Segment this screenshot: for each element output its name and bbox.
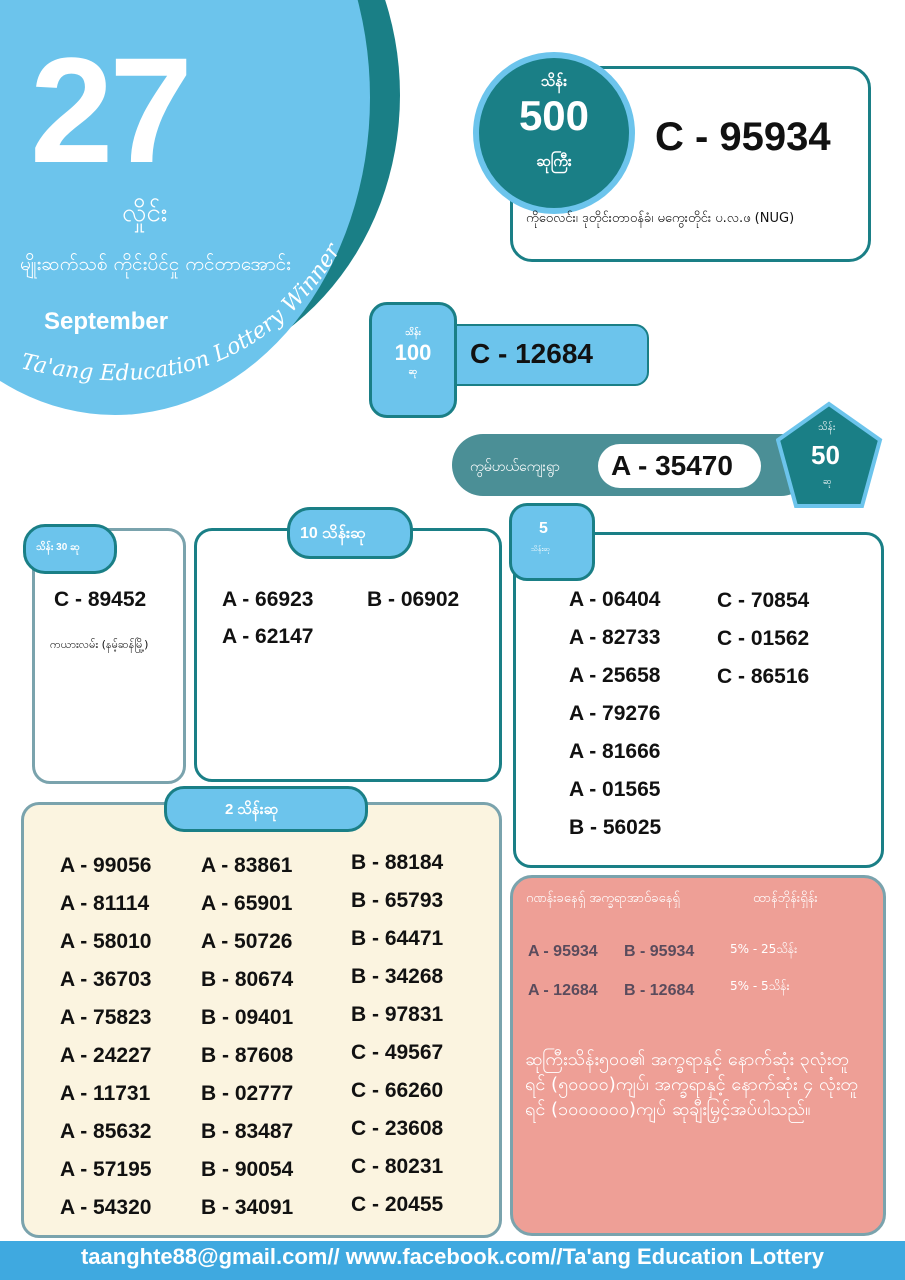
prize-2-number: B - 87608: [201, 1044, 294, 1067]
prize-30-label: သိန်း 30 ဆု: [36, 542, 80, 553]
prize-2-number: A - 54320: [60, 1196, 152, 1219]
prize-100-unit: သိန်း: [405, 327, 421, 337]
prize-2-number: A - 81114: [60, 892, 150, 915]
prize-2-number: B - 64471: [351, 927, 444, 950]
grand-prize-badge: [473, 52, 635, 214]
prize-2-number: C - 20455: [351, 1193, 444, 1216]
prize-30-location: ကယားလမ်း (နမ့်ဆန်မြို့): [50, 638, 149, 651]
grand-prize-number: C - 95934: [655, 115, 831, 159]
prize-2-number: A - 83861: [201, 854, 293, 877]
prize-50-location: ကွမ်ဟယ်ကျေးရွာ: [470, 459, 560, 475]
prize-50-amount: 50: [811, 440, 840, 470]
prize-50-label: ဆု: [823, 477, 832, 487]
consolation-percent: 5% - 5သိန်း: [730, 979, 790, 993]
prize-2-label: 2 သိန်းဆု: [225, 801, 279, 818]
prize-2-number: A - 50726: [201, 930, 293, 953]
svg-text:Ta'ang Education Lottery Winne: [19, 238, 347, 386]
prize-2-number: A - 57195: [60, 1158, 152, 1181]
prize-2-number: B - 80674: [201, 968, 294, 991]
prize-10-number: A - 66923: [222, 588, 314, 611]
prize-2-number: A - 11731: [60, 1082, 151, 1105]
month-burmese: လှိုင်း: [122, 198, 168, 228]
prize-2-number: C - 49567: [351, 1041, 444, 1064]
prize-100-badge: [369, 302, 457, 418]
draw-day: 27: [30, 26, 189, 194]
prize-5-number: A - 79276: [569, 702, 661, 725]
prize-5-number: B - 56025: [569, 816, 662, 839]
prize-5-number: A - 82733: [569, 626, 661, 649]
grand-prize-location: ကိုဝေလင်း၊ ဒုတိုင်းတာဝန်ခံ၊ မကွေးတိုင်း ပ.လ.ဖ (NUG): [526, 211, 795, 226]
prize-2-number: B - 34268: [351, 965, 444, 988]
prize-5-number: A - 81666: [569, 740, 661, 763]
prize-10-label: 10 သိန်းဆု: [300, 525, 366, 542]
prize-30-number: C - 89452: [54, 588, 147, 611]
consolation-number: B - 95934: [624, 943, 695, 960]
prize-2-number: B - 65793: [351, 889, 444, 912]
prize-5-number: C - 70854: [717, 589, 810, 612]
prize-2-number: B - 88184: [351, 851, 444, 874]
grand-prize-label: ဆုကြီး: [536, 153, 572, 171]
prize-5-tab: [509, 503, 595, 581]
grand-prize-amount: 500: [518, 92, 590, 139]
prize-2-number: A - 85632: [60, 1120, 152, 1143]
consolation-number: A - 12684: [528, 982, 598, 999]
consolation-number: A - 95934: [528, 943, 598, 960]
prize-2-number: C - 80231: [351, 1155, 444, 1178]
prize-10-number: B - 06902: [367, 588, 460, 611]
prize-2-number: C - 23608: [351, 1117, 444, 1140]
prize-5-number: C - 86516: [717, 665, 810, 688]
prize-5-number: A - 25658: [569, 664, 661, 687]
grand-prize-unit: သိန်း: [540, 73, 568, 90]
prize-50-unit: သိန်း: [818, 422, 836, 433]
arc-title: [0, 0, 420, 420]
prize-2-number: B - 02777: [201, 1082, 294, 1105]
prize-5-number: A - 01565: [569, 778, 661, 801]
prize-50-number: A - 35470: [611, 450, 733, 481]
prize-2-number: B - 97831: [351, 1003, 444, 1026]
header-subtitle: မျိုးဆက်သစ် ကိုင်းပိင်ငှု ကင်တာအောင်း: [20, 253, 292, 275]
prize-2-number: A - 99056: [60, 854, 152, 877]
consolation-number: B - 12684: [624, 982, 695, 999]
prize-10-card: [194, 528, 502, 782]
prize-2-number: B - 83487: [201, 1120, 294, 1143]
prize-100-number: C - 12684: [470, 338, 593, 369]
prize-2-number: A - 24227: [60, 1044, 152, 1067]
prize-2-number: A - 65901: [201, 892, 293, 915]
prize-100-amount: 100: [394, 340, 432, 365]
prize-2-number: B - 09401: [201, 1006, 294, 1029]
prize-2-number: A - 58010: [60, 930, 152, 953]
prize-10-number: A - 62147: [222, 625, 314, 648]
prize-2-number: C - 66260: [351, 1079, 444, 1102]
prize-5-number: A - 06404: [569, 588, 661, 611]
prize-5-label: သိန်းဆု: [531, 545, 550, 553]
prize-2-number: A - 36703: [60, 968, 152, 991]
consolation-header-left: ဂဏန်းခနေရှ် အက္ခရာအာဝ်ခနေရှ်: [526, 891, 680, 906]
prize-2-number: B - 90054: [201, 1158, 294, 1181]
month-english: September: [44, 308, 169, 335]
consolation-note: ဆုကြီးသိန်း၅၀၀၏ အက္ခရာနှင့် နောက်ဆုံး ၃လုံးတူရင် (၅၀၀၀၀)ကျပ်၊ အက္ခရာနှင့် နောက်ဆုံး ၄ လုံးတူရင် (၁၀၀၀၀၀၀)ကျပ် ဆုချီးမြှင့်အပ်ပါသည်။: [525, 1049, 858, 1120]
prize-100-label: ဆု: [408, 366, 418, 377]
consolation-percent: 5% - 25သိန်း: [730, 942, 798, 956]
footer-contact[interactable]: taanghte88@gmail.com// www.facebook.com//Ta'ang Education Lottery: [80, 1244, 825, 1269]
prize-2-number: A - 75823: [60, 1006, 152, 1029]
arc-title-text: Ta'ang Education Lottery Winner: [18, 239, 346, 387]
prize-2-number: B - 34091: [201, 1196, 294, 1219]
prize-5-amount: 5: [539, 520, 548, 537]
prize-5-number: C - 01562: [717, 627, 810, 650]
consolation-header-right: ထာန်ဘိုန်းရှိန်း: [753, 891, 818, 906]
